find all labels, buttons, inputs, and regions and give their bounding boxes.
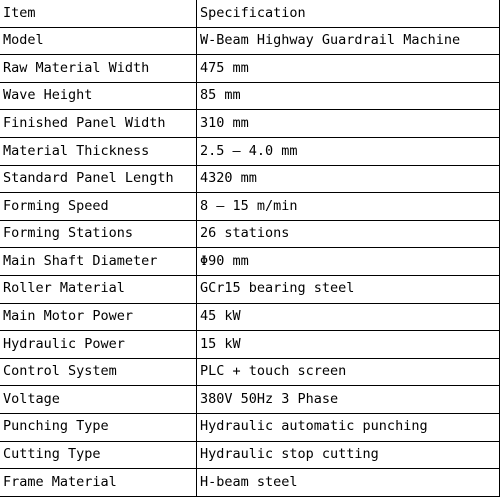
row-item: Cutting Type [0, 441, 197, 469]
row-item: Wave Height [0, 82, 197, 110]
table-row [0, 469, 500, 497]
row-item: Hydraulic Power [0, 331, 197, 359]
row-spec: Hydraulic stop cutting [197, 441, 500, 469]
row-spec: 26 stations [197, 220, 500, 248]
row-item: Voltage [0, 386, 197, 414]
table-row [0, 248, 500, 276]
table-row [0, 27, 500, 55]
row-spec: W-Beam Highway Guardrail Machine [197, 27, 500, 55]
row-item: Raw Material Width [0, 55, 197, 83]
row-spec: H-beam steel [197, 469, 500, 497]
table-row [0, 55, 500, 83]
row-spec: Φ90 mm [197, 248, 500, 276]
row-spec: 475 mm [197, 55, 500, 83]
table-row [0, 331, 500, 359]
table-row [0, 386, 500, 414]
row-spec: 380V 50Hz 3 Phase [197, 386, 500, 414]
row-item: Punching Type [0, 413, 197, 441]
row-spec: 310 mm [197, 110, 500, 138]
table-row [0, 137, 500, 165]
row-item: Model [0, 27, 197, 55]
header-specification: Specification [197, 0, 500, 27]
table-row [0, 358, 500, 386]
table-row [0, 413, 500, 441]
row-spec: 85 mm [197, 82, 500, 110]
row-item: Material Thickness [0, 137, 197, 165]
row-item: Frame Material [0, 469, 197, 497]
row-spec: 8 – 15 m/min [197, 193, 500, 221]
row-item: Standard Panel Length [0, 165, 197, 193]
row-item: Finished Panel Width [0, 110, 197, 138]
table-row [0, 193, 500, 221]
row-spec: GCr15 bearing steel [197, 275, 500, 303]
header-item: Item [0, 0, 197, 27]
table-row [0, 82, 500, 110]
table-row [0, 303, 500, 331]
row-spec: Hydraulic automatic punching [197, 413, 500, 441]
table-row [0, 220, 500, 248]
row-spec: 45 kW [197, 303, 500, 331]
row-item: Main Shaft Diameter [0, 248, 197, 276]
table-header-row [0, 0, 500, 27]
row-item: Roller Material [0, 275, 197, 303]
table-row [0, 110, 500, 138]
row-spec: 2.5 – 4.0 mm [197, 137, 500, 165]
row-spec: PLC + touch screen [197, 358, 500, 386]
table-row [0, 441, 500, 469]
row-spec: 15 kW [197, 331, 500, 359]
row-item: Forming Speed [0, 193, 197, 221]
row-spec: 4320 mm [197, 165, 500, 193]
row-item: Main Motor Power [0, 303, 197, 331]
table-row [0, 275, 500, 303]
table-row [0, 165, 500, 193]
row-item: Control System [0, 358, 197, 386]
row-item: Forming Stations [0, 220, 197, 248]
